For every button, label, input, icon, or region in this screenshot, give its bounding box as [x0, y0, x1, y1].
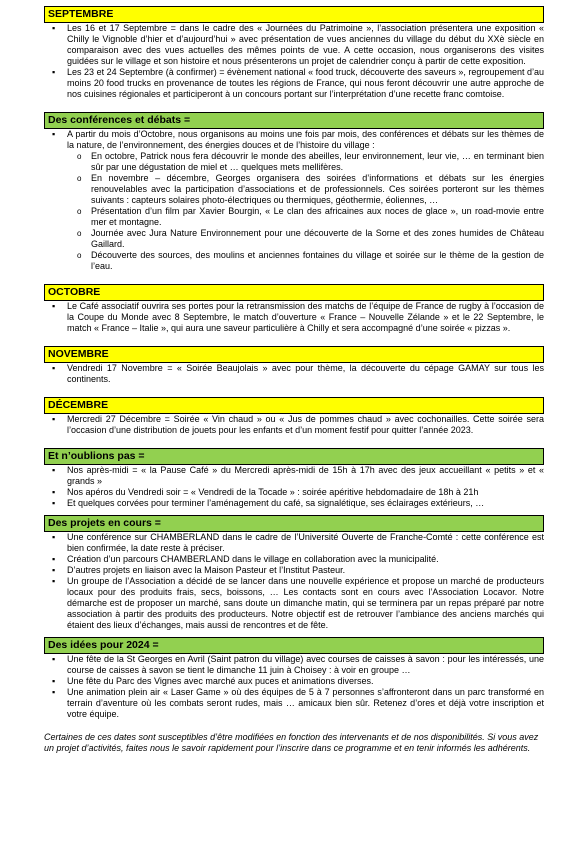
list-item: ▪ Une fête du Parc des Vignes avec marché aux puces et animations diverses. [44, 676, 544, 687]
list-item: ▪ Les 16 et 17 Septembre = dans le cadre des « Journées du Patrimoine », l’association présentera une exposition « Chilly le Vignoble d’hier et d’aujourd’hui » avec présentation de vues anciennes du village du début du XXè siècle en comparaison avec des vues actuelles des mêmes points de vue. A cette occasion, nous organiserons des visites guidées sur le village et son histoire et nous présenterons un projet de calendrier conçu à partir de cette exposition. [44, 23, 544, 67]
section-title: Des projets en cours = [44, 515, 544, 532]
sub-list-item: o Journée avec Jura Nature Environnement pour une découverte de la Sorne et des zones humides de Château Gaillard. [44, 228, 544, 250]
section-title: DÉCEMBRE [44, 397, 544, 414]
list-item: ▪ Création d’un parcours CHAMBERLAND dans le village en collaboration avec la municipalité. [44, 554, 544, 565]
list-item: ▪ Une animation plein air « Laser Game » où des équipes de 5 à 7 personnes s’affronteront dans un parc transformé en terrain d’aventure où les combats seront rudes, mais … amicaux bien sûr. Retenez d’ores et déjà votre inscription et votre équipe. [44, 687, 544, 720]
list-item: ▪ Mercredi 27 Décembre = Soirée « Vin chaud » ou « Jus de pommes chaud » avec cochonailles. Cette soirée sera l’occasion d’une distribution de jouets pour les enfants et d’un moment festif pour quitter l’année 2023. [44, 414, 544, 436]
document-page [44, 6, 544, 763]
bullet-list [44, 129, 544, 272]
section-title: OCTOBRE [44, 284, 544, 301]
bullet-list [44, 414, 544, 436]
list-item: ▪ Vendredi 17 Novembre = « Soirée Beaujolais » avec pour thème, la découverte du cépage GAMAY sur tous les continents. [44, 363, 544, 385]
bullet-list [44, 532, 544, 631]
section-title: Des idées pour 2024 = [44, 637, 544, 654]
bullet-list [44, 654, 544, 720]
sub-list-item: o En octobre, Patrick nous fera découvrir le monde des abeilles, leur environnement, leur vie, … en terminant bien sûr par une dégustation de miel et … quelques mets mellifères. [44, 151, 544, 173]
section-decembre [44, 397, 544, 448]
sub-list-item: o Découverte des sources, des moulins et anciennes fontaines du village et soirée sur le thème de la gestion de l’eau. [44, 250, 544, 272]
bullet-list [44, 23, 544, 100]
section-projets-en-cours [44, 515, 544, 637]
section-title: SEPTEMBRE [44, 6, 544, 23]
sub-list-item: o En novembre – décembre, Georges organisera des soirées d’informations et débats sur les énergies renouvelables avec la participation d’associations et de professionnels. Ces soirées porteront sur les thèmes suivants : capteurs solaires photo-électriques ou thermiques, géothermie, éoliennes, … [44, 173, 544, 206]
list-item: ▪ A partir du mois d’Octobre, nous organisons au moins une fois par mois, des conférences et débats sur les thèmes de la nature, de l’environnement, des énergies douces et de l’histoire du village : [44, 129, 544, 151]
list-item: ▪ Un groupe de l’Association a décidé de se lancer dans une nouvelle expérience et propose un marché de producteurs locaux pour des produits frais, secs, boissons, … Les contacts sont en cours avec l’Association Locavor. Notre démarche est de proposer un marché, sans doute un dimanche matin, qui se terminera par un repas préparé par notre association à partir des produits des producteurs. Notre objectif est de retrouver l’ambiance des anciens marchés qui étaient des lieux d’échanges, mais aussi de rencontres et de fête. [44, 576, 544, 631]
list-item: ▪ Le Café associatif ouvrira ses portes pour la retransmission des matchs de l’équipe de France de rugby à l’occasion de la Coupe du Monde avec 8 Septembre, le match d’ouverture « France – Nouvelle Zélande » et le 22 Septembre, le match « France – Italie », qui aura une saveur particulière à Chilly et sera accompagné d’une soirée « pizzas ». [44, 301, 544, 334]
list-item: ▪ Et quelques corvées pour terminer l’aménagement du café, sa signalétique, ses éclairages extérieurs, … [44, 498, 544, 509]
bullet-list [44, 465, 544, 509]
list-item: ▪ Nos apéros du Vendredi soir = « Vendredi de la Tocade » : soirée apéritive hebdomadaire de 18h à 21h [44, 487, 544, 498]
list-item: ▪ D’autres projets en liaison avec la Maison Pasteur et l’Institut Pasteur. [44, 565, 544, 576]
section-title: Des conférences et débats = [44, 112, 544, 129]
list-item: ▪ Une fête de la St Georges en Avril (Saint patron du village) avec courses de caisses à savon : pour les intéressés, une course de caisses à savon se tient le dimanche 11 juin à Choisey : à voir en groupe … [44, 654, 544, 676]
section-et-noublions-pas [44, 448, 544, 515]
footer-note: Certaines de ces dates sont susceptibles d’être modifiées en fonction des intervenants et de nos disponibilités. Si vous avez un projet d’activités, faites nous le savoir rapidement pour l’inscrire dans ce programme et en tenir informés les adhérents. [44, 732, 539, 753]
section-septembre [44, 6, 544, 112]
section-conferences [44, 112, 544, 284]
section-novembre [44, 346, 544, 397]
list-item: ▪ Les 23 et 24 Septembre (à confirmer) = évènement national « food truck, découverte des saveurs », regroupement d’au moins 20 food trucks en provenance de toutes les régions de France, qui nous feront découvrir une autre approche de nos cuisines régionales et participeront à un concours portant sur l’interprétation d’une recette franc comtoise. [44, 67, 544, 100]
sub-list-item: o Présentation d’un film par Xavier Bourgin, « Le clan des africaines aux noces de glace », un road-movie entre mer et montagne. [44, 206, 544, 228]
section-octobre [44, 284, 544, 346]
list-item: ▪ Une conférence sur CHAMBERLAND dans le cadre de l’Université Ouverte de Franche-Comté : cette conférence est bien confirmée, la date reste à préciser. [44, 532, 544, 554]
section-title: NOVEMBRE [44, 346, 544, 363]
section-idees-2024 [44, 637, 544, 720]
section-title: Et n’oublions pas = [44, 448, 544, 465]
bullet-list [44, 363, 544, 385]
bullet-list [44, 301, 544, 334]
list-item: ▪ Nos après-midi = « la Pause Café » du Mercredi après-midi de 15h à 17h avec des jeux accueillant « petits » et « grands » [44, 465, 544, 487]
